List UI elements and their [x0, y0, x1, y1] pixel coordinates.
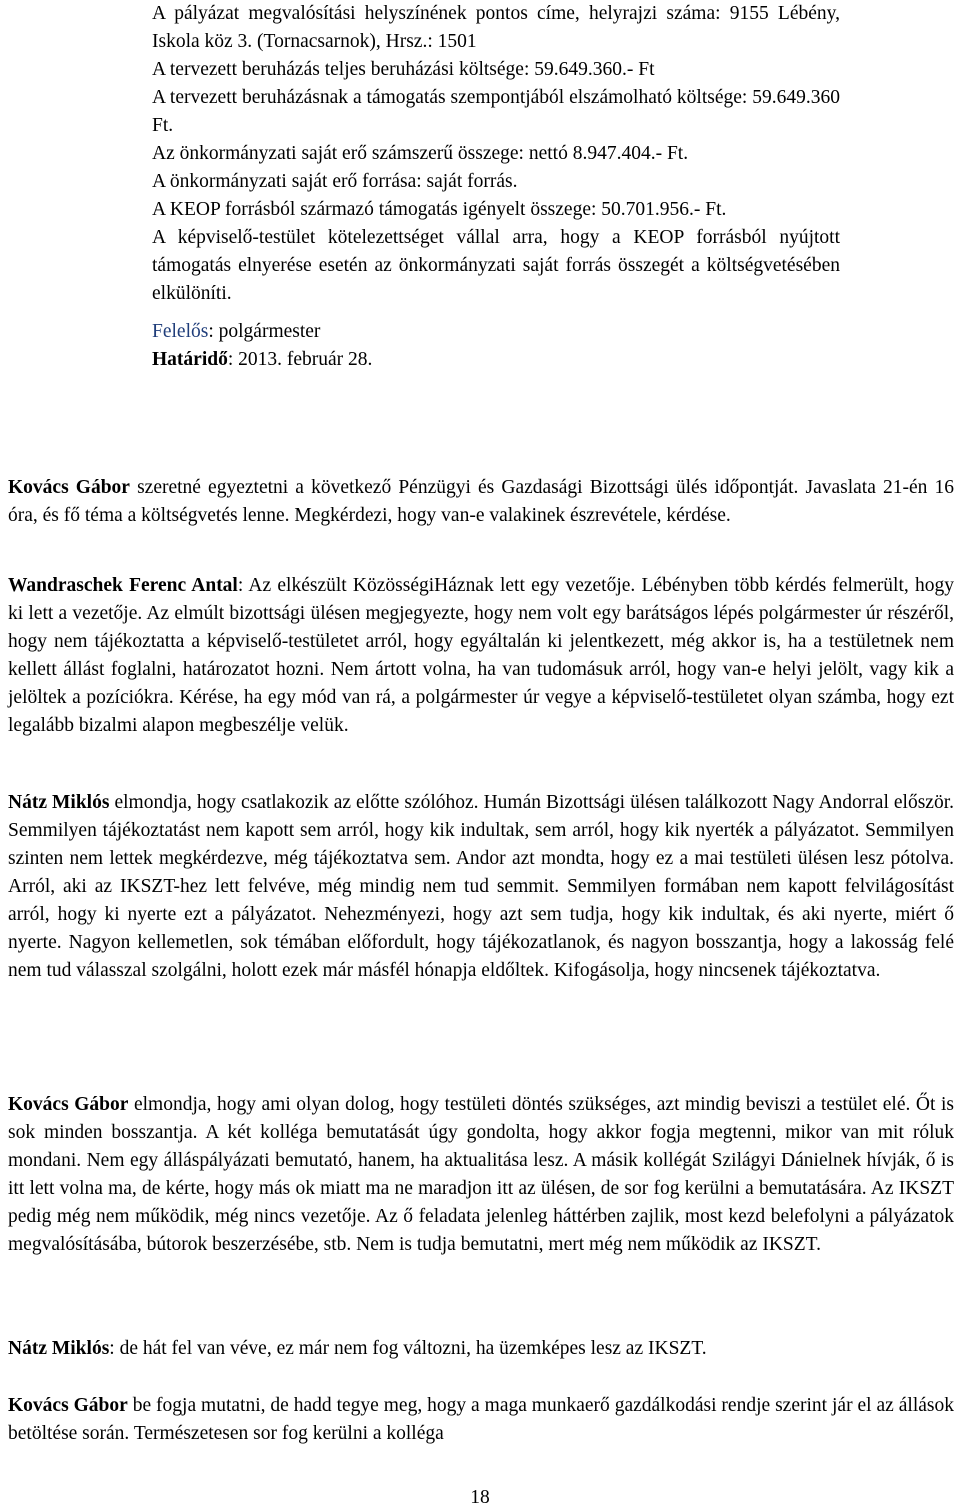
minutes-paragraph-4	[8, 1091, 954, 1259]
paragraph-text: be fogja mutatni, de hadd tegye meg, hogy a maga munkaerő gazdálkodási rendje szerint jár el az állások betöltése során. Természetesen sor fog kerülni a kollégа	[8, 1395, 954, 1444]
minutes-paragraph-6	[8, 1392, 954, 1448]
page-number: 18	[470, 1487, 490, 1508]
speaker-name: Kovács Gábor	[8, 477, 130, 498]
paragraph-text: szeretné egyeztetni a következő Pénzügyi és Gazdasági Bizottsági ülés időpontját. Javaslata 21-én 16 óra, és fő téma a költségvetés lenne. Megkérdezi, hogy van-e valakinek észrevétele, kérdése.	[8, 477, 954, 526]
responsible-value: : polgármester	[208, 321, 321, 342]
responsible-label: Felelős	[152, 321, 209, 342]
paragraph-text: elmondja, hogy ami olyan dolog, hogy testületi döntés szükséges, azt mindig beviszi a testület elé. Őt is sok minden bosszantja. A két kolléga bemutatását úgy gondolta, hogy akkor fogja megtenni, mikor van mit róluk mondani. Nem egy álláspályázati bemutató, hanem, ha aktualitása lesz. A másik kollégát Szilágyi Dánielnek hívják, ő is itt lett volna ma, de kérte, hogy más ok miatt ma ne maradjon itt az ülésen, de sor fog kerülni a bemutatására. Az IKSZT pedig még nem működik, még nincs vezetője. Az ő feladata jelenleg háttérben zajlik, most kezd belefolyni a pályázatok megvalósításába, bútorok beszerzésébe, stb. Nem is tudja bemutatni, mert még nem működik az IKSZT.	[8, 1094, 954, 1255]
resolution-line-4: Az önkormányzati saját erő számszerű összege: nettó 8.947.404.- Ft.	[152, 143, 689, 164]
resolution-line-6: A KEOP forrásból származó támogatás igényelt összege: 50.701.956.- Ft.	[152, 199, 727, 220]
responsible-line	[152, 318, 840, 346]
resolution-line-2: A tervezett beruházás teljes beruházási költsége: 59.649.360.- Ft	[152, 59, 655, 80]
paragraph-text: : de hát fel van véve, ez már nem fog változni, ha üzemképes lesz az IKSZT.	[109, 1338, 707, 1359]
paragraph-text: : Az elkészült KözösségiHáznak lett egy vezetője. Lébényben több kérdés felmerült, hogy ki lett a vezetője. Az elmúlt bizottsági ülésen megjegyezte, hogy nem volt egy barátságos lépés polgármester úr részéről, hogy nem tájékoztatta a képviselő-testületet arról, hogy egyáltalán ki jelentkezett, még akkor is, ha a testületnek nem kellett állást foglalni, határozatot hozni. Nem ártott volna, ha van tudomásuk arról, hogy van-e helyi jelölt, vagy kik a jelöltek a pozíciókra. Kérése, ha egy mód van rá, a polgármester úr vegye a képviselő-testületet olyan számba, hogy ezt legalább bizalmi alapon megbeszélje velük.	[8, 575, 954, 736]
minutes-paragraph-3	[8, 789, 954, 985]
resolution-line-5: A önkormányzati saját erő forrása: saját forrás.	[152, 171, 518, 192]
minutes-paragraph-2	[8, 572, 954, 740]
deadline-value: : 2013. február 28.	[227, 349, 373, 370]
resolution-block	[152, 0, 840, 374]
minutes-paragraph-5	[8, 1335, 954, 1363]
speaker-name: Kovács Gábor	[8, 1395, 128, 1416]
speaker-name: Kovács Gábor	[8, 1094, 129, 1115]
minutes-paragraph-1	[8, 474, 954, 530]
resolution-line-7: A képviselő-testület kötelezettséget vállal arra, hogy a KEOP forrásból nyújtott támogatás elnyerése esetén az önkormányzati saját forrás összegét a költségvetésében elkülöníti.	[152, 227, 840, 304]
resolution-line-3: A tervezett beruházásnak a támogatás szempontjából elszámolható költsége: 59.649.360 Ft.	[152, 87, 840, 136]
speaker-name: Nátz Miklós	[8, 792, 110, 813]
speaker-name: Wandraschek Ferenc Antal	[8, 575, 238, 596]
deadline-line	[152, 346, 840, 374]
resolution-line-1: A pályázat megvalósítási helyszínének pontos címe, helyrajzi száma: 9155 Lébény, Iskola köz 3. (Tornacsarnok), Hrsz.: 1501	[152, 3, 840, 52]
deadline-label: Határidő	[152, 349, 228, 370]
speaker-name: Nátz Miklós	[8, 1338, 110, 1359]
paragraph-text: elmondja, hogy csatlakozik az előtte szólóhoz. Humán Bizottsági ülésen találkozott Nagy Andorral először. Semmilyen tájékoztatást nem kapott sem arról, hogy kik indultak, sem arról, hogy kik nyerték a pályázatot. Semmilyen szinten nem lettek megkérdezve, még tájékoztatva sem. Andor azt mondta, hogy ez a mai testületi ülésen lesz pótolva. Arról, aki az IKSZT-hez lett felvéve, még mindig nem tud semmit. Semmilyen formában nem kapott felvilágosítást arról, hogy ki nyerte ezt a pályázatot. Nehezményezi, hogy azt sem tudja, hogy kik indultak, és aki nyerte, miért ő nyerte. Nagyon kellemetlen, sok témában előfordult, hogy tájékozatlanok, és nagyon bosszantja, hogy a lakosság felé nem tud válasszal szolgálni, holott ezek már másfél hónapja eldőltek. Kifogásolja, hogy nincsenek tájékoztatva.	[8, 792, 954, 981]
